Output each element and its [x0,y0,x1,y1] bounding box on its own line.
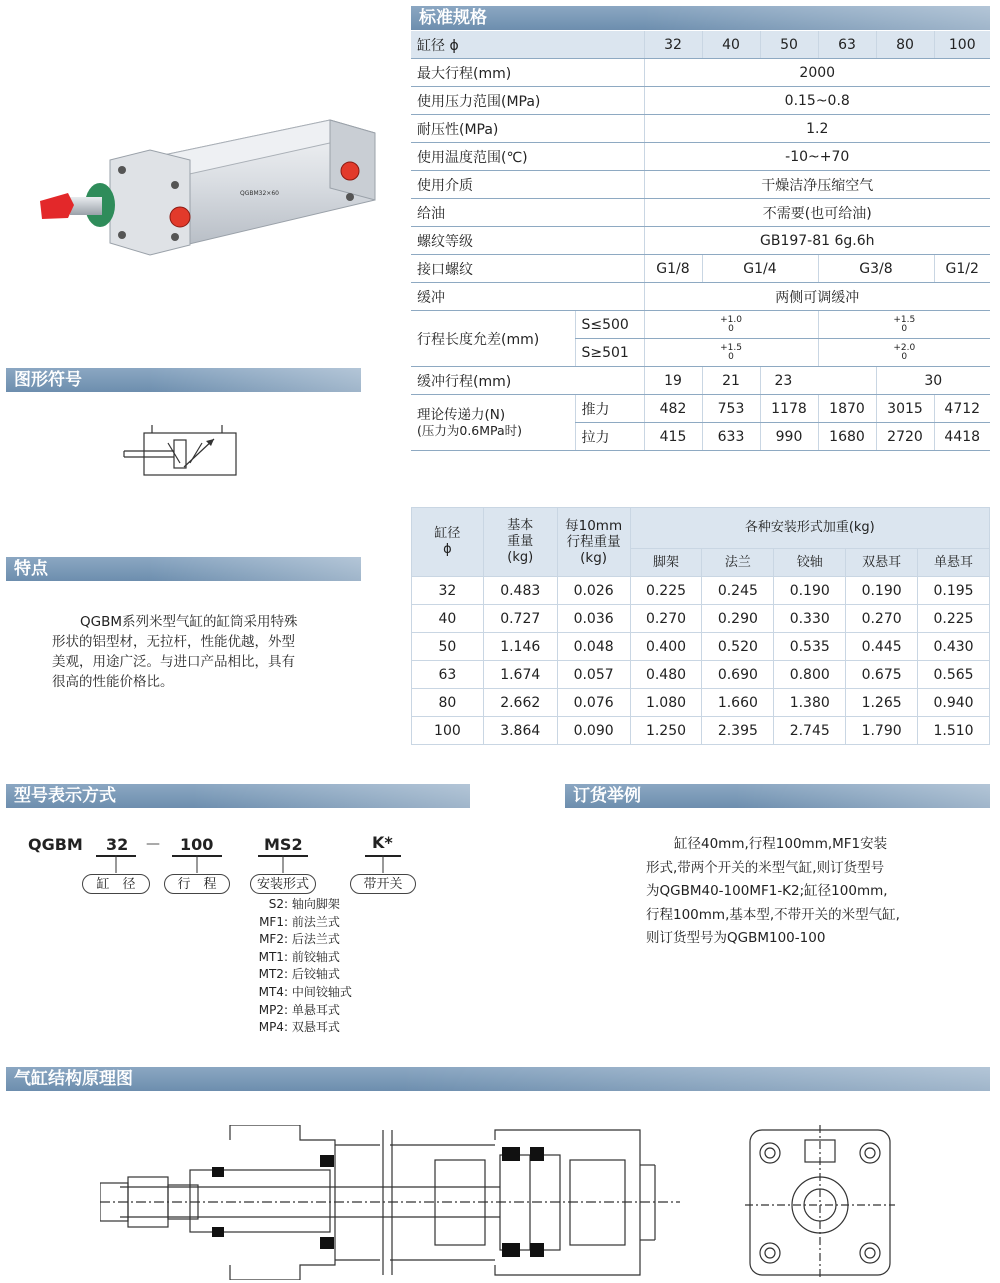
model-switch: K* [372,833,393,852]
table-cell: 最大行程(mm) [411,59,644,87]
weight-value-cell: 0.400 [630,633,702,661]
table-cell: 1178 [760,395,818,423]
force-push-row [411,395,990,423]
table-cell: 法兰 [702,549,774,577]
spec-row [411,87,990,115]
mount-type-item [248,931,352,949]
weight-table-row [412,605,990,633]
mount-type-code: MT1: [258,949,288,964]
pneumatic-symbol-diagram [122,425,242,480]
table-cell: G3/8 [818,255,934,283]
table-cell: 推力 [575,395,644,423]
section-header-structure: 气缸结构原理图 [6,1067,990,1091]
weight-value-cell: 1.250 [630,717,702,745]
table-cell: 缓冲 [411,283,644,311]
weight-value-cell: 1.510 [918,717,990,745]
weight-value-cell: 0.190 [774,577,846,605]
weight-bore-cell: 100 [412,717,484,745]
section-header-spec: 标准规格 [411,6,990,30]
weight-value-cell: 1.674 [483,661,557,689]
model-stroke: 100 [180,835,214,854]
table-cell: G1/2 [934,255,990,283]
bore-cell: 80 [876,31,934,59]
bore-cell: 32 [644,31,702,59]
spec-row [411,171,990,199]
mount-type-code: MF2: [259,932,288,947]
weight-header-per10mm: 每10mm 行程重量 (kg) [557,508,630,577]
spec-row [411,227,990,255]
weight-table-row [412,689,990,717]
mount-type-code: MT2: [258,967,288,982]
table-cell: 2000 [644,59,990,87]
weight-value-cell: 0.483 [483,577,557,605]
weight-value-cell: 0.290 [702,605,774,633]
table-cell: 单悬耳 [918,549,990,577]
features-paragraph: QGBM系列米型气缸的缸筒采用特殊 形状的铝型材，无拉杆，性能优越，外型 美观，用途广泛。与进口产品相比，具有 很高的性能价格比。 [52,614,298,690]
table-cell: 使用介质 [411,171,644,199]
table-cell: 0.15~0.8 [644,87,990,115]
weight-header-bore: 缸径 ϕ [412,508,484,577]
table-cell: G1/4 [702,255,818,283]
bore-cell: 100 [934,31,990,59]
spec-row [411,115,990,143]
weight-value-cell: 0.048 [557,633,630,661]
weight-value-cell: 0.225 [630,577,702,605]
mount-type-code: MT4: [258,984,288,999]
pill-bore: 缸 径 [82,874,150,894]
mount-type-name: 双悬耳式 [291,1020,340,1035]
tolerance-row [411,311,990,339]
table-cell: 理论传递力(N) (压力为0.6MPa时) [411,395,575,451]
weight-table-row [412,577,990,605]
weight-table [411,507,990,745]
weight-bore-cell: 40 [412,605,484,633]
bore-cell: 40 [702,31,760,59]
table-cell: 铰轴 [774,549,846,577]
table-cell: 干燥洁净压缩空气 [644,171,990,199]
section-header-features: 特点 [6,557,361,581]
table-cell: 接口螺纹 [411,255,644,283]
weight-value-cell: 3.864 [483,717,557,745]
weight-header-base: 基本 重量 (kg) [483,508,557,577]
table-cell: 4712 [934,395,990,423]
cylinder-end-view-drawing [745,1125,895,1280]
table-cell: 使用温度范围(℃) [411,143,644,171]
table-cell: G1/8 [644,255,702,283]
weight-table-row [412,717,990,745]
table-cell: 1.2 [644,115,990,143]
weight-value-cell: 0.727 [483,605,557,633]
table-cell: S≤500 [575,311,644,339]
model-bore: 32 [106,835,129,854]
table-cell: 不需要(也可给油) [644,199,990,227]
model-connector-lines [0,855,470,875]
table-cell: 633 [702,423,760,451]
table-cell: 3015 [876,395,934,423]
pill-mount: 安装形式 [250,874,316,894]
weight-value-cell: 0.520 [702,633,774,661]
weight-value-cell: 1.265 [846,689,918,717]
cushion-row [411,283,990,311]
mount-type-item [248,984,352,1002]
table-cell: GB197-81 6g.6h [644,227,990,255]
spec-header-label: 缸径 ϕ [411,31,644,59]
weight-value-cell: 0.076 [557,689,630,717]
spec-row [411,199,990,227]
order-example-paragraph: 缸径40mm,行程100mm,MF1安装 形式,带两个开关的米型气缸,则订货型号 为QGBM40-100MF1-K2;缸径100mm, 行程100mm,基本型,不带开关的米型气缸, 则订货型号为QGBM100-100 [646,836,900,946]
weight-value-cell: 0.690 [702,661,774,689]
mount-type-code: S2: [268,897,288,911]
model-prefix: QGBM [28,835,83,854]
table-cell: 1680 [818,423,876,451]
weight-value-cell: 0.190 [846,577,918,605]
model-dash: — [146,836,160,852]
table-cell: 缓冲行程(mm) [411,367,644,395]
table-cell: S≥501 [575,339,644,367]
section-header-order: 订货举例 [565,784,990,808]
table-cell: +1.0 0 [644,311,818,339]
table-cell: +2.0 0 [818,339,990,367]
mount-type-name: 前法兰式 [291,914,340,929]
table-cell: 双悬耳 [846,549,918,577]
spec-table [411,31,990,451]
weight-value-cell: 0.565 [918,661,990,689]
weight-value-cell: 0.675 [846,661,918,689]
weight-bore-cell: 32 [412,577,484,605]
mount-type-name: 前铰轴式 [291,949,340,964]
mount-type-code: MP2: [258,1002,288,1017]
weight-bore-cell: 63 [412,661,484,689]
table-cell: 23 [760,367,876,395]
table-cell: 使用压力范围(MPa) [411,87,644,115]
table-cell: 脚架 [630,549,702,577]
table-cell: 耐压性(MPa) [411,115,644,143]
port-thread-row [411,255,990,283]
cylinder-product-photo [30,105,390,265]
weight-value-cell: 0.430 [918,633,990,661]
weight-value-cell: 0.445 [846,633,918,661]
weight-value-cell: 0.940 [918,689,990,717]
table-cell: 753 [702,395,760,423]
mount-type-item [248,896,352,914]
weight-value-cell: 0.800 [774,661,846,689]
weight-bore-cell: 50 [412,633,484,661]
table-cell: +1.5 0 [644,339,818,367]
table-cell: 482 [644,395,702,423]
weight-value-cell: 0.245 [702,577,774,605]
weight-value-cell: 0.535 [774,633,846,661]
table-cell: 990 [760,423,818,451]
weight-value-cell: 0.270 [846,605,918,633]
weight-value-cell: 0.225 [918,605,990,633]
spec-header-row [411,31,990,59]
mount-type-list [248,896,352,1037]
mount-type-item [248,1019,352,1037]
weight-table-row [412,661,990,689]
mount-type-item [248,914,352,932]
mount-type-item [248,949,352,967]
mount-type-name: 轴向脚架 [291,897,340,911]
weight-value-cell: 0.057 [557,661,630,689]
weight-header-mount: 各种安装形式加重(kg) [630,508,989,549]
weight-value-cell: 2.745 [774,717,846,745]
weight-value-cell: 1.146 [483,633,557,661]
bore-cell: 50 [760,31,818,59]
table-cell: 415 [644,423,702,451]
weight-value-cell: 2.662 [483,689,557,717]
table-cell: 给油 [411,199,644,227]
section-header-model: 型号表示方式 [6,784,470,808]
mount-type-item [248,966,352,984]
mount-type-name: 中间铰轴式 [291,984,352,999]
cylinder-section-drawing [100,1125,680,1280]
weight-value-cell: 1.790 [846,717,918,745]
table-cell: 30 [876,367,990,395]
weight-value-cell: 0.090 [557,717,630,745]
weight-value-cell: 0.480 [630,661,702,689]
product-model-label: QGBM32×60 [240,190,279,197]
table-cell: 两侧可调缓冲 [644,283,990,311]
weight-header-row [412,508,990,549]
weight-table-row [412,633,990,661]
table-cell: 4418 [934,423,990,451]
cushion-stroke-row [411,367,990,395]
table-cell: 1870 [818,395,876,423]
weight-bore-cell: 80 [412,689,484,717]
weight-value-cell: 0.330 [774,605,846,633]
weight-value-cell: 2.395 [702,717,774,745]
weight-value-cell: 1.380 [774,689,846,717]
mount-type-name: 单悬耳式 [291,1002,340,1017]
table-cell: 2720 [876,423,934,451]
mount-type-name: 后铰轴式 [291,967,340,982]
table-cell: 行程长度允差(mm) [411,311,575,367]
weight-value-cell: 0.270 [630,605,702,633]
table-cell: 21 [702,367,760,395]
mount-type-code: MP4: [258,1020,288,1035]
section-header-symbol: 图形符号 [6,368,361,392]
table-cell: -10~+70 [644,143,990,171]
spec-row [411,59,990,87]
weight-value-cell: 0.195 [918,577,990,605]
model-mount: MS2 [264,835,303,854]
table-cell: 螺纹等级 [411,227,644,255]
table-cell: +1.5 0 [818,311,990,339]
table-cell: 19 [644,367,702,395]
weight-value-cell: 0.026 [557,577,630,605]
weight-value-cell: 1.660 [702,689,774,717]
mount-type-item [248,1002,352,1020]
weight-value-cell: 1.080 [630,689,702,717]
bore-cell: 63 [818,31,876,59]
pill-switch: 带开关 [350,874,416,894]
table-cell: 拉力 [575,423,644,451]
spec-row [411,143,990,171]
mount-type-name: 后法兰式 [291,932,340,947]
mount-type-code: MF1: [259,914,288,929]
weight-value-cell: 0.036 [557,605,630,633]
pill-stroke: 行 程 [164,874,230,894]
